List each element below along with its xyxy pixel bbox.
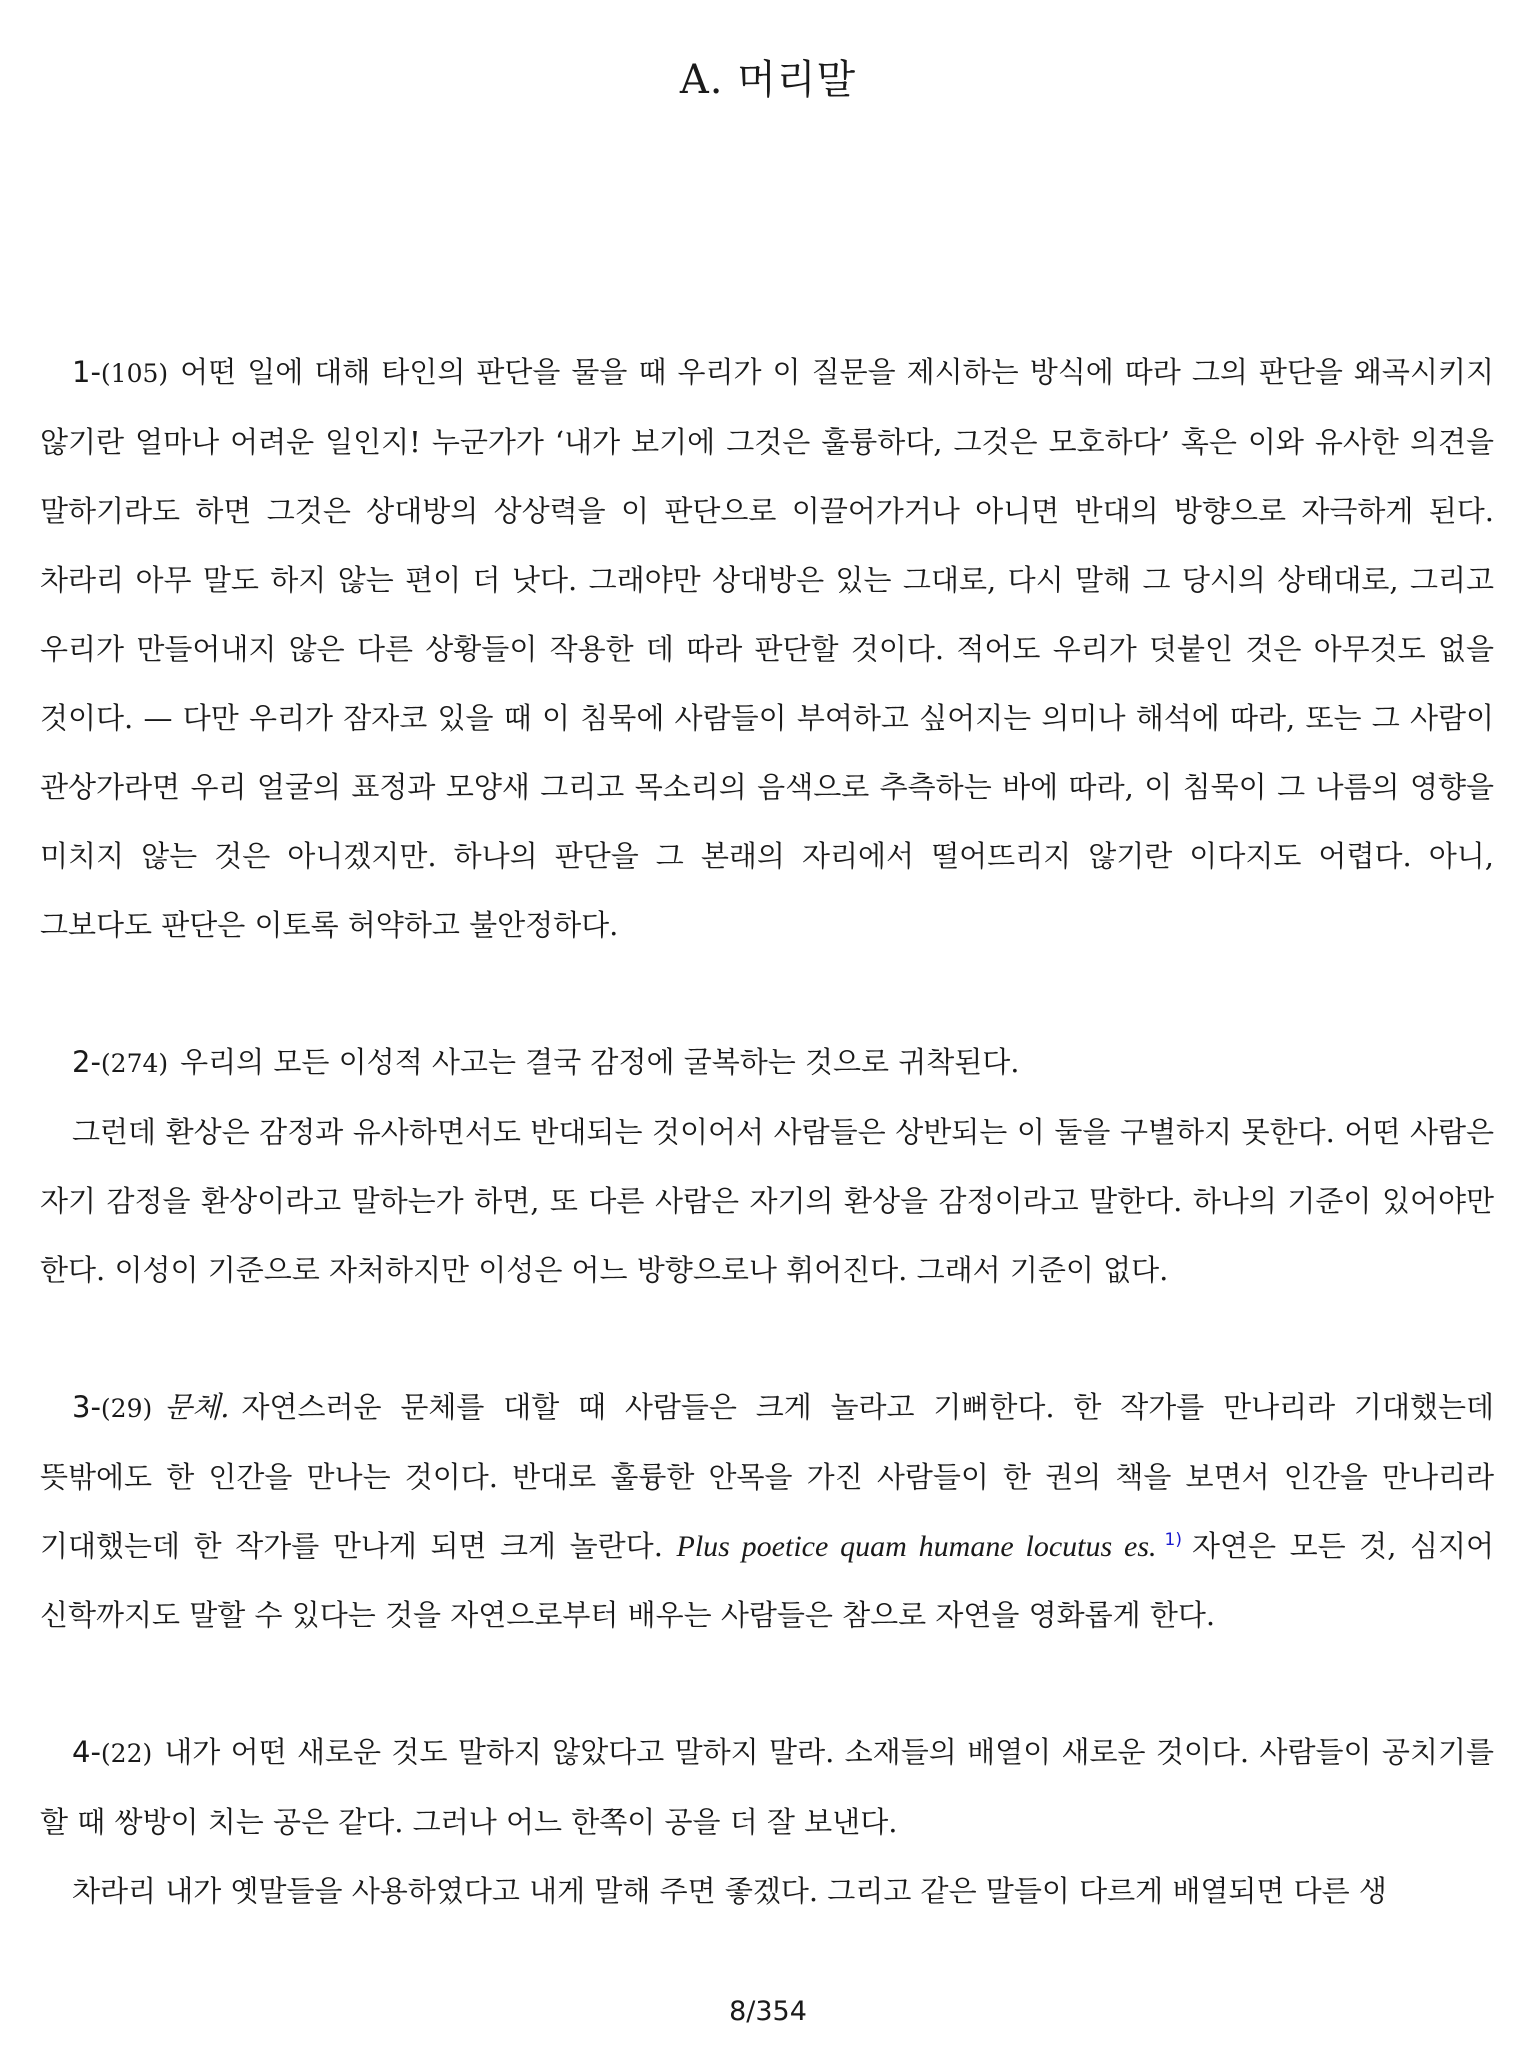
section-number: 4- <box>72 1735 101 1769</box>
paragraph-text-after: 자연은 모든 것, 심지어 신학까지도 말할 수 있다는 것을 자연으로부터 배우는 사람들은 참으로 자연을 영화롭게 한다. <box>40 1529 1495 1632</box>
chapter-title: A. 머리말 <box>679 57 857 103</box>
paragraph-text: 어떤 일에 대해 타인의 판단을 물을 때 우리가 이 질문을 제시하는 방식에 따라 그의 판단을 왜곡시키지 않기란 얼마나 어려운 일인지! 누군가가 ‘내가 보기에 그것은 훌륭하다, 그것은 모호하다’ 혹은 이와 유사한 의견을 말하기라도 하면 그것은 상대방의 상상력을 이 판단으로 이끌어가거나 아니면 반대의 방향으로 자극하게 된다. 차라리 아무 말도 하지 않는 편이 더 낫다. 그래야만 상대방은 있는 그대로, 다시 말해 그 당시의 상태대로, 그리고 우리가 만들어내지 않은 다른 상황들이 작용한 데 따라 판단할 것이다. 적어도 우리가 덧붙인 것은 아무것도 없을 것이다. — 다만 우리가 잠자코 있을 때 이 침묵에 사람들이 부여하고 싶어지는 의미나 해석에 따라, 또는 그 사람이 관상가라면 우리 얼굴의 표정과 모양새 그리고 목소리의 음색으로 추측하는 바에 따라, 이 침묵이 그 나름의 영향을 미치지 않는 것은 아니겠지만. 하나의 판단을 그 본래의 자리에서 떨어뜨리지 않기란 이다지도 어렵다. 아니, 그보다도 판단은 이토록 허약하고 불안정하다. <box>40 355 1494 942</box>
paragraph-continuation: 그런데 환상은 감정과 유사하면서도 반대되는 것이어서 사람들은 상반되는 이 둘을 구별하지 못한다. 어떤 사람은 자기 감정을 환상이라고 말하는가 하면, 또 다른 사람은 자기의 환상을 감정이라고 말한다. 하나의 기준이 있어야만 한다. 이성이 기준으로 자처하지만 이성은 어느 방향으로나 휘어진다. 그래서 기준이 없다. <box>40 1115 1494 1287</box>
paragraph-continuation: 차라리 내가 옛말들을 사용하였다고 내게 말해 주면 좋겠다. 그리고 같은 말들이 다르게 배열되면 다른 생 <box>72 1874 1387 1908</box>
section-keyword: 문체. <box>164 1390 230 1424</box>
page-number: 8/354 <box>729 1996 807 2027</box>
fragment-reference: (105) <box>100 359 169 388</box>
paragraph <box>40 1373 1494 1650</box>
paragraph-text: 자연스러운 문체를 대할 때 사람들은 크게 놀라고 기뻐한다. 한 작가를 만나리라 기대했는데 뜻밖에도 한 인간을 만나는 것이다. 반대로 훌륭한 안목을 가진 사람들이 한 권의 책을 보면서 인간을 만나리라 기대했는데 한 작가를 만나게 되면 크게 놀란다. <box>40 1390 1494 1563</box>
section-3 <box>40 1373 1494 1650</box>
fragment-reference: (29) <box>100 1394 153 1423</box>
fragment-reference: (22) <box>100 1739 153 1768</box>
section-number: 3- <box>72 1390 101 1424</box>
section-2 <box>40 1028 1494 1305</box>
footnote-link[interactable]: 1) <box>1164 1530 1182 1551</box>
paragraph-text: 내가 어떤 새로운 것도 말하지 않았다고 말하지 말라. 소재들의 배열이 새로운 것이다. 사람들이 공치기를 할 때 쌍방이 치는 공은 같다. 그러나 어느 한쪽이 공을 더 잘 보낸다. <box>40 1735 1494 1839</box>
section-number: 1- <box>72 355 101 389</box>
section-1 <box>40 338 1494 960</box>
paragraph-text: 우리의 모든 이성적 사고는 결국 감정에 굴복하는 것으로 귀착된다. <box>180 1045 1020 1079</box>
latin-quote: Plus poetice quam humane locutus es. <box>676 1530 1157 1563</box>
paragraph <box>40 1718 1494 1857</box>
section-number: 2- <box>72 1045 101 1079</box>
fragment-reference: (274) <box>100 1049 169 1078</box>
section-4 <box>40 1718 1494 1926</box>
paragraph <box>40 338 1494 960</box>
paragraph <box>40 1028 1494 1098</box>
